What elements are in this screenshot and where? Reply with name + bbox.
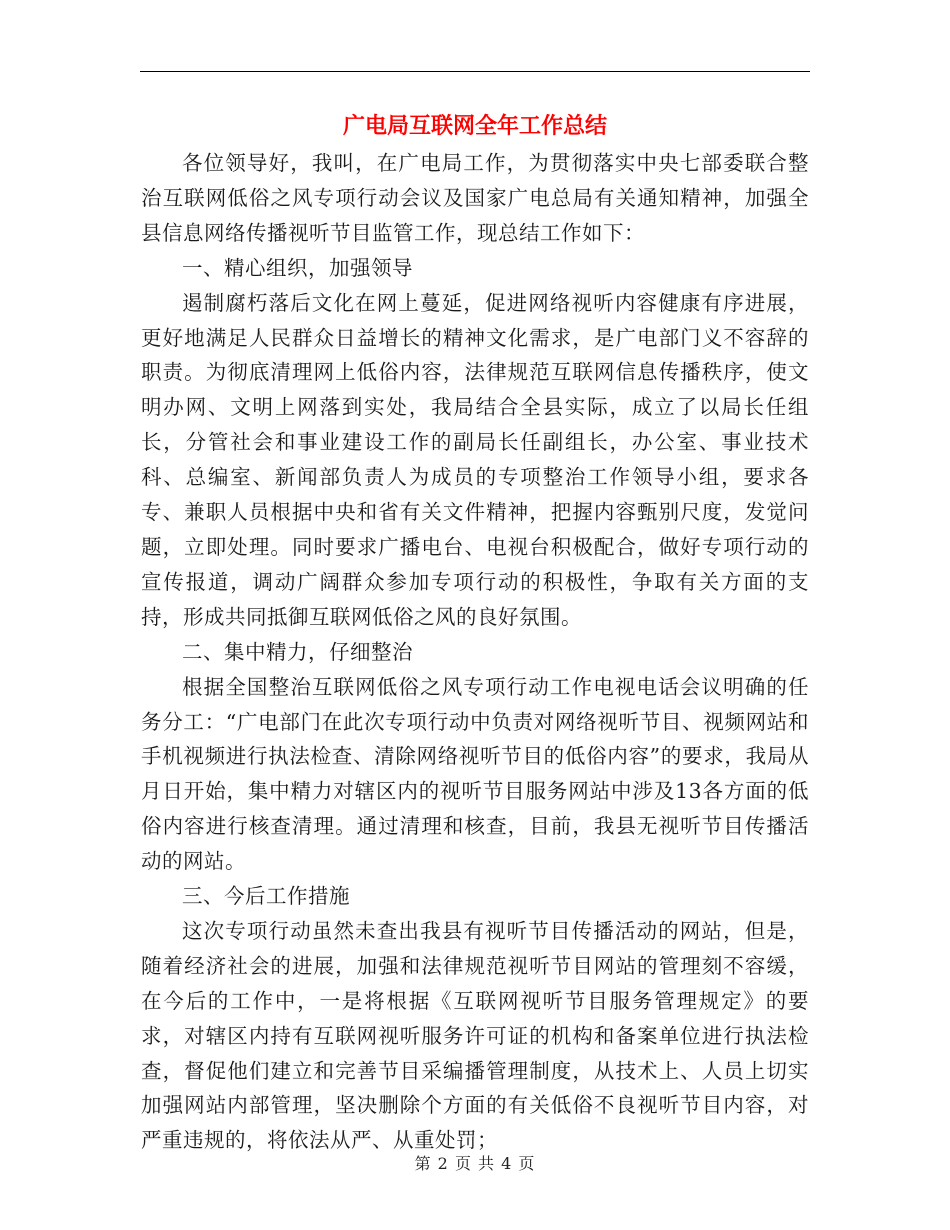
section-3-paragraph: 这次专项行动虽然未查出我县有视听节目传播活动的网站，但是，随着经济社会的进展，加强和法律规范视听节目网站的管理刻不容缓，在今后的工作中，一是将根据《互联网视听节目服务管理规定》的要求，对辖区内持有互联网视听服务许可证的机构和备案单位进行执法检查，督促他们建立和完善节目采编播管理制度，从技术上、人员上切实加强网站内部管理，坚决删除个方面的有关低俗不良视听节目内容，对严重违规的，将依法从严、从重处罚； bbox=[141, 918, 809, 1153]
section-1-paragraph: 遏制腐朽落后文化在网上蔓延，促进网络视听内容健康有序进展，更好地满足人民群众日益增长的精神文化需求，是广电部门义不容辞的职责。为彻底清理网上低俗内容，法律规范互联网信息传播秩序，使文明办网、文明上网落到实处，我局结合全县实际，成立了以局长任组长，分管社会和事业建设工作的副局长任副组长，办公室、事业技术科、总编室、新闻部负责人为成员的专项整治工作领导小组，要求各专、兼职人员根据中央和省有关文件精神，把握内容甄别尺度，发觉问题，立即处理。同时要求广播电台、电视台积极配合，做好专项行动的宣传报道，调动广阔群众参加专项行动的积极性，争取有关方面的支持，形成共同抵御互联网低俗之风的良好氛围。 bbox=[141, 290, 809, 629]
document-body bbox=[141, 146, 809, 1158]
footer-prefix: 第 bbox=[414, 1154, 432, 1173]
footer-middle: 页 共 bbox=[454, 1154, 496, 1173]
section-heading-3: 三、今后工作措施 bbox=[182, 884, 350, 909]
section-heading-2: 二、集中精力，仔细整治 bbox=[182, 639, 413, 664]
header-rule bbox=[140, 71, 810, 72]
document-title: 广电局互联网全年工作总结 bbox=[342, 113, 607, 139]
current-page-number: 2 bbox=[437, 1154, 449, 1173]
footer-suffix: 页 bbox=[518, 1154, 536, 1173]
section-2-paragraph: 根据全国整治互联网低俗之风专项行动工作电视电话会议明确的任务分工：“广电部门在此次专项行动中负责对网络视听节目、视频网站和手机视频进行执法检查、清除网络视听节目的低俗内容”的要求，我局从月日开始，集中精力对辖区内的视听节目服务网站中涉及13各方面的低俗内容进行核查清理。通过清理和核查，目前，我县无视听节目传播活动的网站。 bbox=[141, 674, 809, 874]
page-footer bbox=[0, 1152, 950, 1176]
section-heading-1: 一、精心组织，加强领导 bbox=[182, 255, 413, 280]
intro-paragraph: 各位领导好，我叫，在广电局工作，为贯彻落实中央七部委联合整治互联网低俗之风专项行动会议及国家广电总局有关通知精神，加强全县信息网络传播视听节目监管工作，现总结工作如下： bbox=[141, 151, 809, 245]
total-pages-number: 4 bbox=[501, 1154, 513, 1173]
